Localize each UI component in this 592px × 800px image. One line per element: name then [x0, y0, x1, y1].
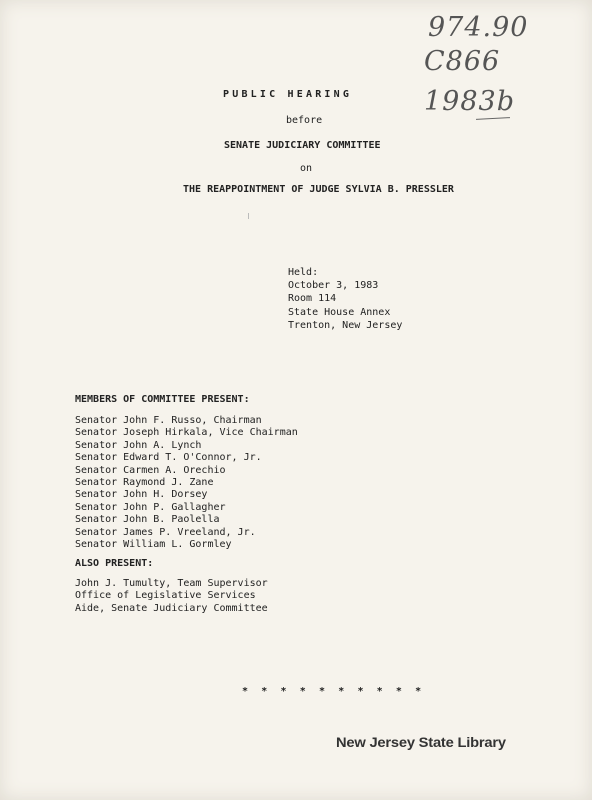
- library-stamp: New Jersey State Library: [336, 734, 506, 750]
- call-number-line-2: C866: [424, 46, 501, 77]
- held-label: Held:: [288, 267, 319, 278]
- member-item: Senator Raymond J. Zane: [75, 477, 214, 489]
- member-item: Senator John B. Paolella: [75, 514, 220, 526]
- also-present-list: [75, 578, 268, 615]
- before-text: before: [286, 115, 323, 126]
- also-present-item: Office of Legislative Services: [75, 590, 256, 602]
- held-date: October 3, 1983: [288, 280, 379, 292]
- member-item: Senator James P. Vreeland, Jr.: [75, 526, 256, 538]
- committee-name: SENATE JUDICIARY COMMITTEE: [224, 140, 381, 151]
- also-present-item: John J. Tumulty, Team Supervisor: [75, 578, 268, 589]
- held-details: [288, 266, 402, 332]
- member-item: Senator Edward T. O'Connor, Jr.: [75, 452, 262, 464]
- member-item: Senator John H. Dorsey: [75, 489, 208, 501]
- star-separator: * * * * * * * * * *: [242, 686, 425, 697]
- hearing-subject: THE REAPPOINTMENT OF JUDGE SYLVIA B. PRESSLER: [183, 184, 454, 195]
- call-number-underline: [476, 117, 510, 120]
- call-number-line-3: 1983b: [424, 86, 515, 117]
- call-number-line-1: 974.90: [428, 12, 529, 43]
- members-list: [75, 415, 298, 551]
- held-room: Room 114: [288, 293, 337, 305]
- member-item: Senator John A. Lynch: [75, 439, 202, 451]
- on-text: on: [300, 163, 313, 174]
- member-item: Senator John P. Gallagher: [75, 501, 226, 513]
- member-item: Senator Joseph Hirkala, Vice Chairman: [75, 427, 298, 439]
- hearing-title: PUBLIC HEARING: [223, 89, 353, 100]
- scan-speck: [248, 213, 249, 219]
- held-location: Trenton, New Jersey: [288, 319, 403, 331]
- held-building: State House Annex: [288, 306, 391, 318]
- also-present-item: Aide, Senate Judiciary Committee: [75, 602, 268, 614]
- also-present-heading: ALSO PRESENT:: [75, 558, 154, 569]
- member-item: Senator Carmen A. Orechio: [75, 464, 226, 476]
- member-item: Senator John F. Russo, Chairman: [75, 415, 262, 426]
- member-item: Senator William L. Gormley: [75, 539, 232, 551]
- members-heading: MEMBERS OF COMMITTEE PRESENT:: [75, 394, 250, 405]
